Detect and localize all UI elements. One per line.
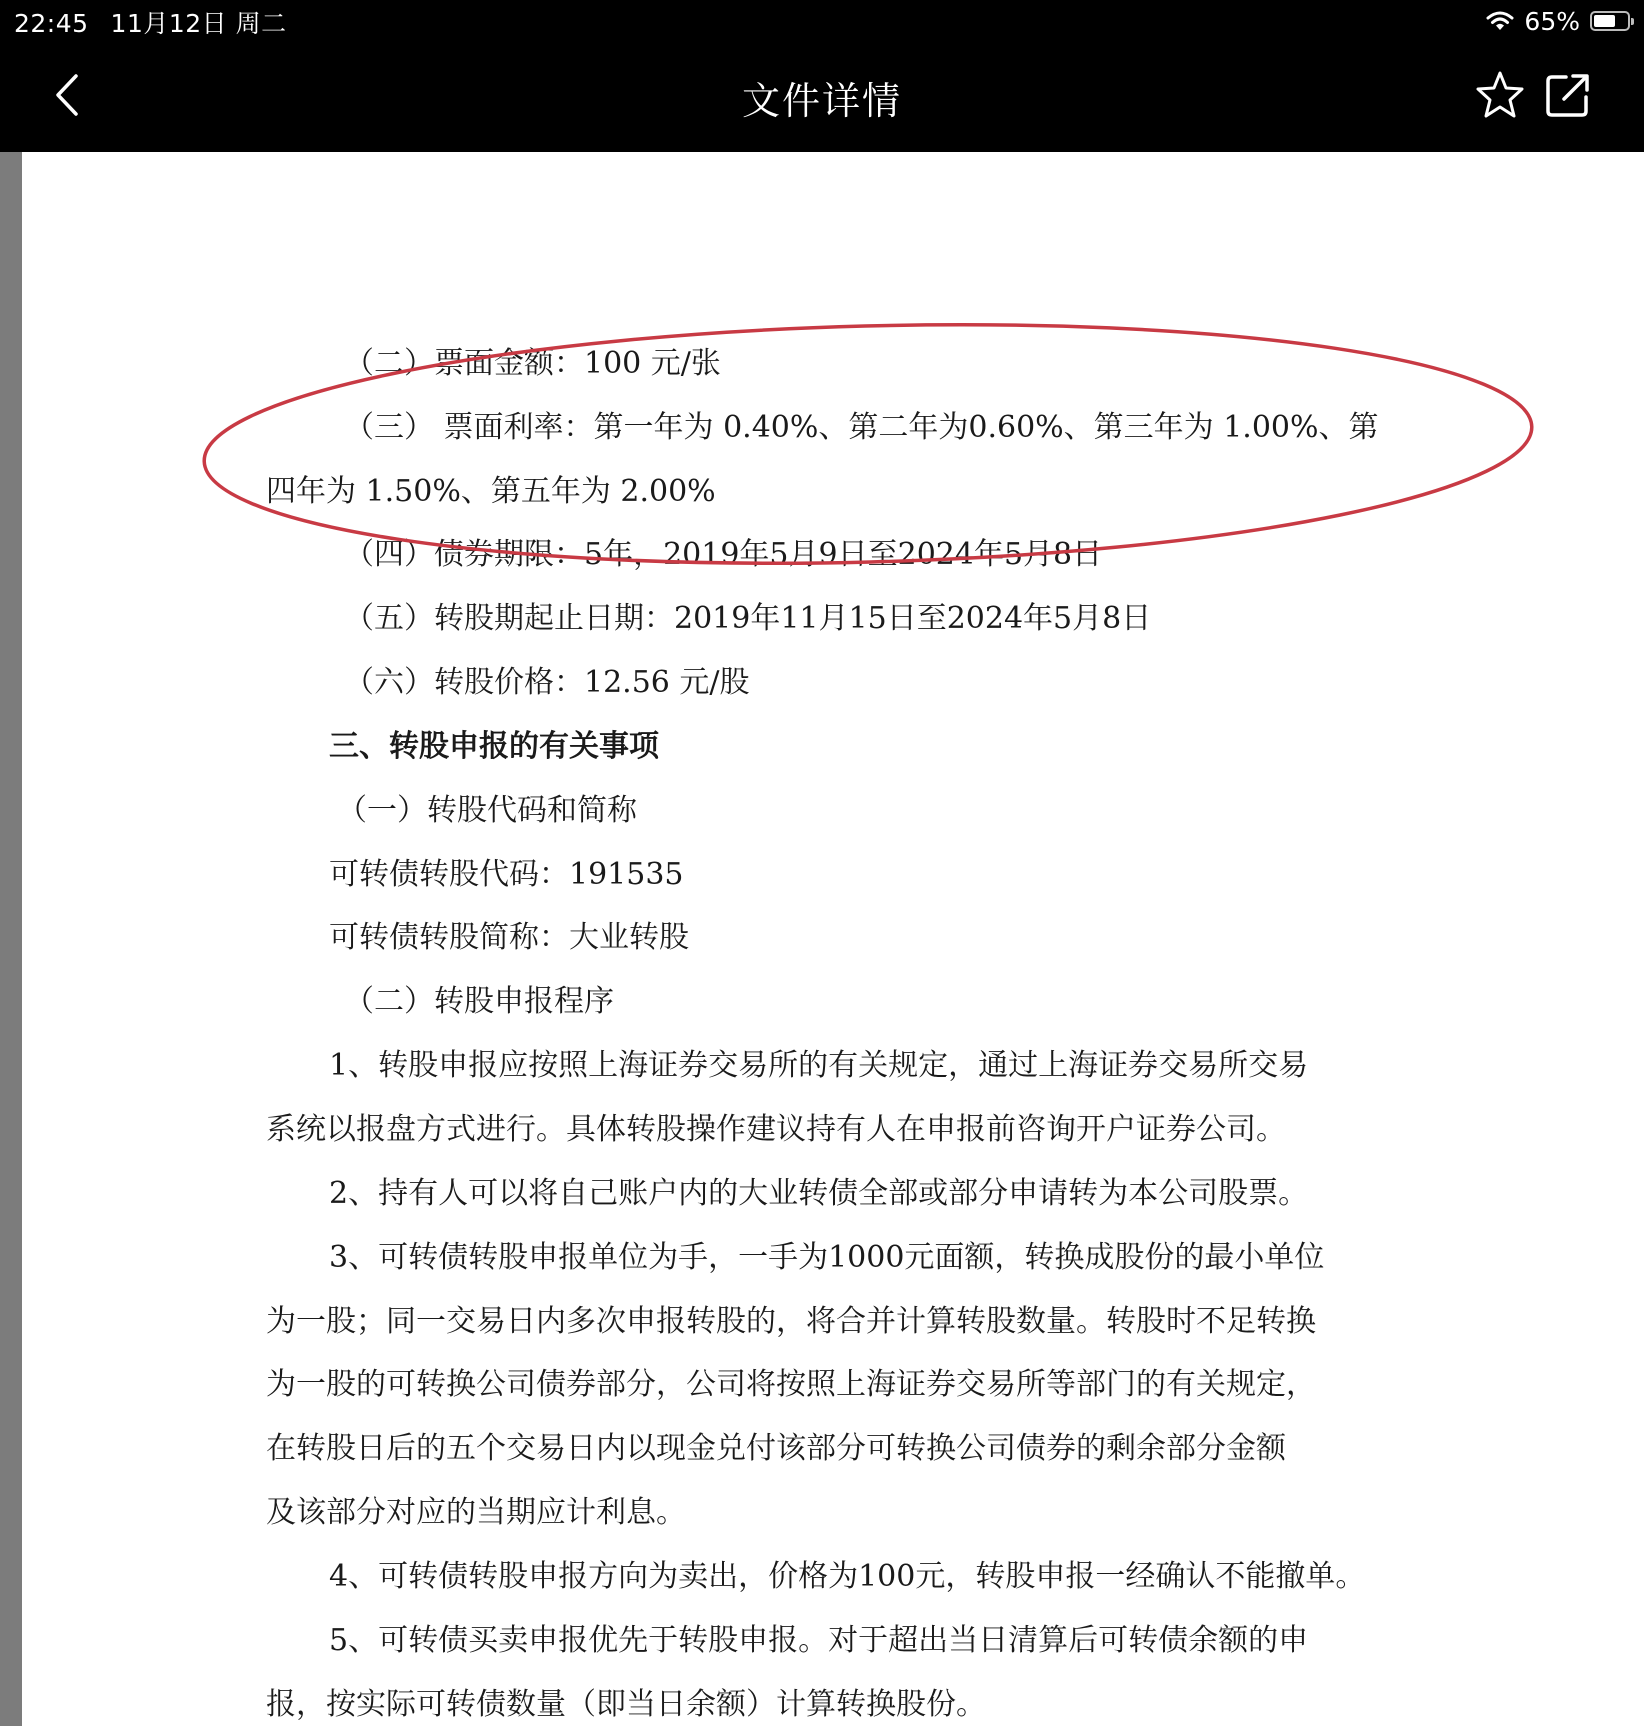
wifi-icon: [1486, 10, 1514, 32]
doc-line: 1、转股申报应按照上海证券交易所的有关规定，通过上海证券交易所交易: [329, 1048, 1309, 1083]
doc-line: 及该部分对应的当期应计利息。: [266, 1495, 686, 1530]
battery-level: [1594, 15, 1615, 27]
doc-line: 为一股的可转换公司债券部分，公司将按照上海证券交易所等部门的有关规定，: [266, 1367, 1316, 1402]
doc-line: 2、持有人可以将自己账户内的大业转债全部或部分申请转为本公司股票。: [329, 1176, 1309, 1211]
doc-line: 系统以报盘方式进行。具体转股操作建议持有人在申报前咨询开户证券公司。: [266, 1112, 1286, 1147]
doc-line: 四年为 1.50%、第五年为 2.00%: [266, 474, 716, 509]
status-indicators: [1486, 4, 1630, 38]
doc-line: （一）转股代码和简称: [337, 793, 637, 828]
share-button[interactable]: [1542, 69, 1594, 121]
status-time: 22:45: [14, 9, 89, 38]
doc-line: （二）转股申报程序: [344, 984, 614, 1019]
status-date: 11月12日 周二: [110, 9, 287, 38]
battery-icon: [1590, 11, 1630, 31]
doc-line: （五）转股期起止日期：2019年11月15日至2024年5月8日: [344, 601, 1152, 636]
doc-line: （二）票面金额：100 元/张: [344, 346, 721, 381]
document-page: [22, 152, 1644, 1726]
status-bar: [0, 0, 1644, 42]
nav-bar: [0, 42, 1644, 152]
favorite-button[interactable]: [1474, 69, 1526, 121]
annotation-ellipse: [22, 152, 1644, 1726]
doc-line: 5、可转债买卖申报优先于转股申报。对于超出当日清算后可转债余额的申: [329, 1623, 1309, 1658]
doc-line: （六）转股价格：12.56 元/股: [344, 665, 750, 700]
doc-line: 在转股日后的五个交易日内以现金兑付该部分可转换公司债券的剩余部分金额: [266, 1431, 1286, 1466]
battery-percent: 65%: [1524, 6, 1580, 36]
doc-line: 报，按实际可转债数量（即当日余额）计算转换股份。: [266, 1687, 986, 1722]
doc-line: （三） 票面利率：第一年为 0.40%、第二年为0.60%、第三年为 1.00%、第: [344, 410, 1379, 445]
page-title: 文件详情: [741, 79, 902, 123]
status-time-date: [14, 4, 287, 40]
doc-line: （四）债券期限：5年，2019年5月9日至2024年5月8日: [344, 537, 1103, 572]
doc-line: 3、可转债转股申报单位为手，一手为1000元面额，转换成股份的最小单位: [329, 1240, 1325, 1275]
share-icon: [1542, 69, 1594, 121]
doc-line: 4、可转债转股申报方向为卖出，价格为100元，转股申报一经确认不能撤单。: [329, 1559, 1366, 1594]
doc-line: 可转债转股简称：大业转股: [329, 920, 689, 955]
star-icon: [1474, 69, 1526, 121]
document-viewer[interactable]: [0, 152, 1644, 1726]
doc-line: 可转债转股代码：191535: [329, 857, 684, 892]
section-heading: 三、转股申报的有关事项: [329, 729, 659, 764]
doc-line: 为一股；同一交易日内多次申报转股的，将合并计算转股数量。转股时不足转换: [266, 1304, 1316, 1339]
